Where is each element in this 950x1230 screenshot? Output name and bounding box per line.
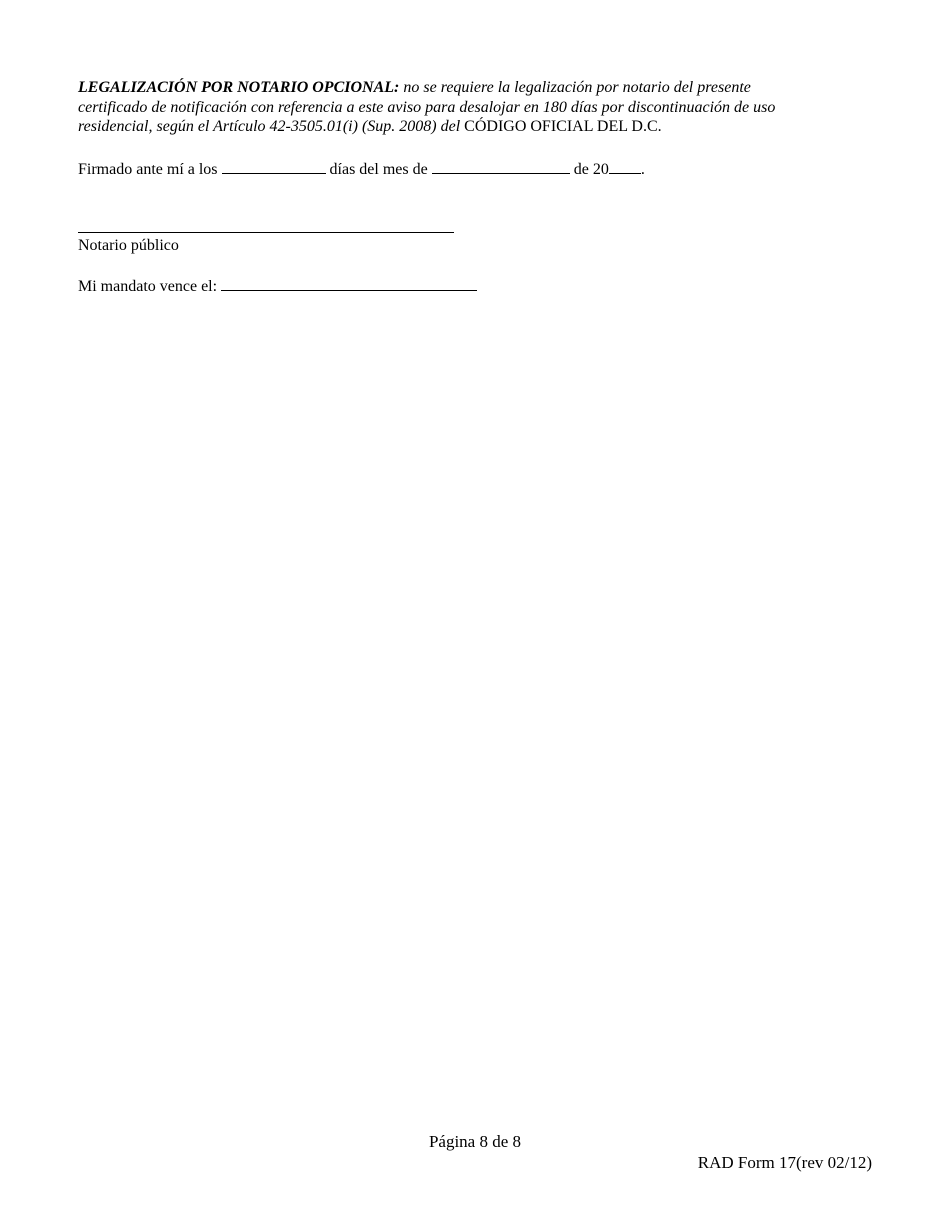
notary-signature-line[interactable] bbox=[78, 232, 454, 233]
notary-label: Notario público bbox=[78, 237, 179, 254]
notice-text-2: certificado de notificación con referencia a este aviso para desalojar en 180 días por discontinuación de uso bbox=[78, 98, 776, 116]
notice-heading: LEGALIZACIÓN POR NOTARIO OPCIONAL: bbox=[78, 79, 400, 96]
code-name: CÓDIGO OFICIAL DEL D.C. bbox=[464, 118, 662, 136]
page-number: Página 8 de 8 bbox=[428, 1132, 522, 1151]
notice-text-3: residencial, según el Artículo 42-3505.01(i) (Sup. 2008) del bbox=[78, 118, 465, 136]
commission-expiry-line bbox=[78, 276, 477, 296]
commission-expiry-blank[interactable] bbox=[221, 276, 477, 291]
optional-notarization-notice bbox=[78, 78, 868, 137]
year-blank[interactable] bbox=[609, 159, 641, 174]
month-blank[interactable] bbox=[432, 159, 570, 174]
signed-text-3: de 20 bbox=[569, 161, 609, 178]
day-blank[interactable] bbox=[222, 159, 326, 174]
signed-before-me-line bbox=[78, 159, 645, 179]
commission-label: Mi mandato vence el: bbox=[78, 278, 222, 295]
signed-text-4: . bbox=[640, 161, 645, 178]
notice-text-1: no se requiere la legalización por notario del presente bbox=[399, 79, 751, 96]
form-id: RAD Form 17(rev 02/12) bbox=[697, 1153, 872, 1172]
signed-text-1: Firmado ante mí a los bbox=[78, 161, 222, 178]
signed-text-2: días del mes de bbox=[325, 161, 432, 178]
